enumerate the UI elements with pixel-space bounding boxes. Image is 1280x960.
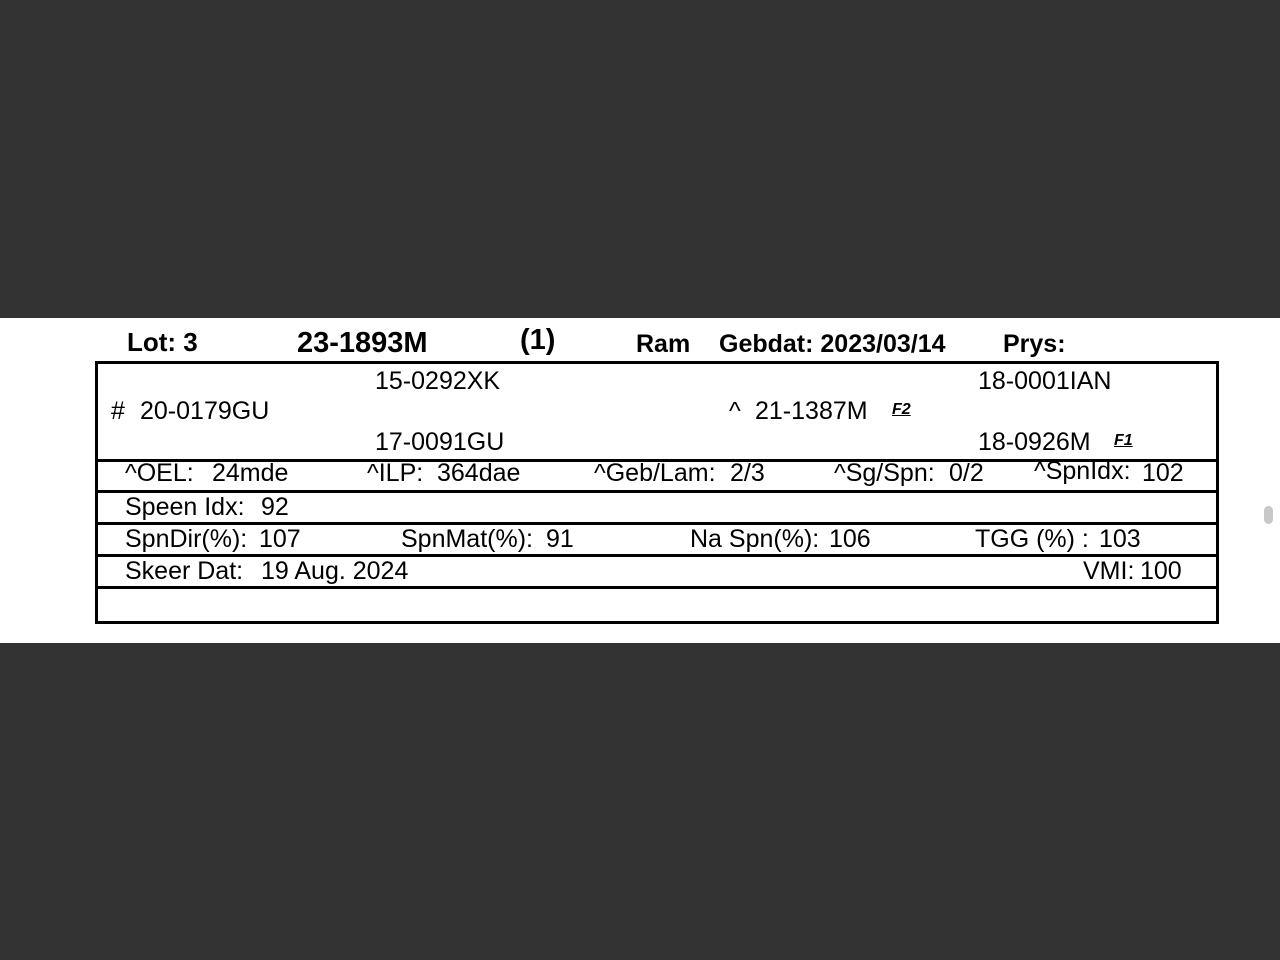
sire-prefix: # bbox=[111, 397, 125, 425]
oel-value: 24mde bbox=[212, 459, 289, 487]
lot-card-page bbox=[0, 318, 1280, 643]
spnmat-value: 91 bbox=[546, 525, 574, 553]
spnidx-label: ^SpnIdx: bbox=[1034, 457, 1131, 485]
vmi-value: 100 bbox=[1140, 557, 1182, 585]
sg-spn-value: 0/2 bbox=[949, 459, 984, 487]
sg-spn-label: ^Sg/Spn: bbox=[834, 459, 935, 487]
sire-dam: 17-0091GU bbox=[375, 428, 505, 456]
vmi-label: VMI: bbox=[1083, 557, 1135, 585]
sire-id: 20-0179GU bbox=[140, 397, 270, 425]
speen-idx-value: 92 bbox=[261, 493, 289, 521]
dam-dam: 18-0926M bbox=[978, 428, 1091, 456]
spnidx-value: 102 bbox=[1142, 459, 1184, 487]
geb-lam-label: ^Geb/Lam: bbox=[594, 459, 716, 487]
speen-idx-label: Speen Idx: bbox=[125, 493, 245, 521]
dam-id: 21-1387M bbox=[755, 397, 868, 425]
ilp-value: 364dae bbox=[437, 459, 521, 487]
row-divider bbox=[98, 586, 1216, 589]
tgg-value: 103 bbox=[1099, 525, 1141, 553]
price-label: Prys: bbox=[1003, 330, 1066, 358]
animal-sex: Ram bbox=[636, 330, 691, 358]
sire-sire: 15-0292XK bbox=[375, 367, 501, 395]
spndir-label: SpnDir(%): bbox=[125, 525, 248, 553]
ilp-label: ^ILP: bbox=[367, 459, 424, 487]
tgg-label: TGG (%) : bbox=[975, 525, 1089, 553]
dam-tag: F2 bbox=[892, 401, 911, 418]
shear-date-value: 19 Aug. 2024 bbox=[261, 557, 409, 585]
lot-number: Lot: 3 bbox=[127, 327, 198, 357]
shear-date-label: Skeer Dat: bbox=[125, 557, 244, 585]
animal-count: (1) bbox=[520, 324, 556, 356]
geb-lam-value: 2/3 bbox=[730, 459, 765, 487]
dam-dam-tag: F1 bbox=[1114, 432, 1133, 449]
na-spn-label: Na Spn(%): bbox=[690, 525, 820, 553]
scrollbar-thumb[interactable] bbox=[1264, 506, 1273, 524]
spndir-value: 107 bbox=[259, 525, 301, 553]
na-spn-value: 106 bbox=[829, 525, 871, 553]
spnmat-label: SpnMat(%): bbox=[401, 525, 533, 553]
birth-date: Gebdat: 2023/03/14 bbox=[719, 330, 946, 358]
dam-prefix: ^ bbox=[729, 397, 741, 425]
animal-id: 23-1893M bbox=[297, 327, 428, 359]
dam-sire: 18-0001IAN bbox=[978, 367, 1112, 395]
oel-label: ^OEL: bbox=[125, 459, 194, 487]
